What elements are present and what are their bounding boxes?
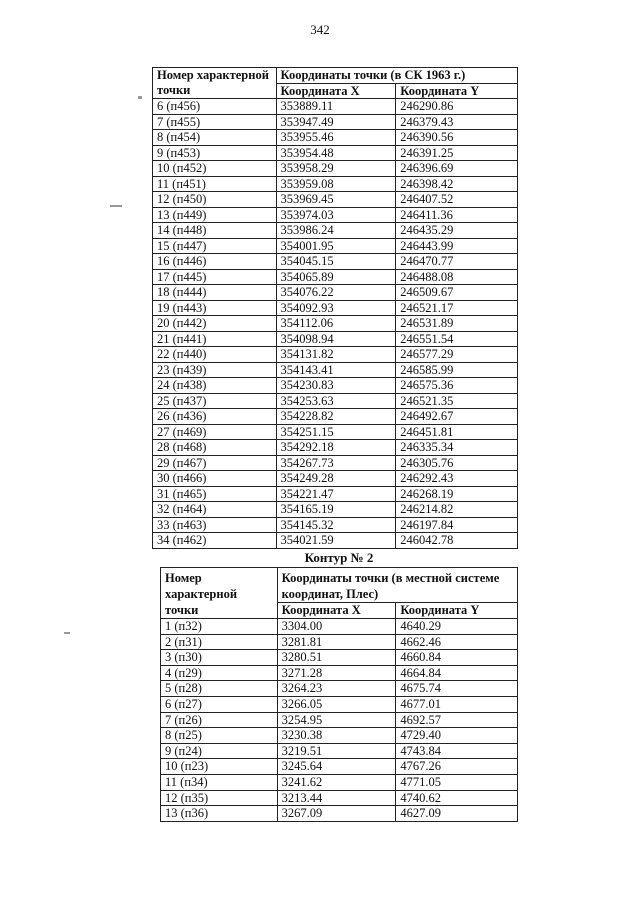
- coordinate-y-cell: 246398.42: [396, 176, 518, 192]
- point-number-cell: 11 (п451): [153, 176, 277, 192]
- contour-2-title: Контур № 2: [304, 550, 374, 565]
- coordinate-y-cell: 246488.08: [396, 269, 518, 285]
- coordinate-y-cell: 246391.25: [396, 145, 518, 161]
- coordinate-y-cell: 246290.86: [396, 99, 518, 115]
- point-number-cell: 13 (п36): [161, 806, 278, 822]
- point-number-cell: 8 (п454): [153, 130, 277, 146]
- table-row: [153, 393, 518, 409]
- point-number-cell: 21 (п441): [153, 331, 277, 347]
- table-row: [153, 176, 518, 192]
- table-row: [153, 223, 518, 239]
- table-row: [161, 634, 518, 650]
- point-number-cell: 7 (п455): [153, 114, 277, 130]
- coordinate-y-cell: 4771.05: [396, 774, 518, 790]
- table-row: [153, 192, 518, 208]
- coordinate-y-cell: 4675.74: [396, 681, 518, 697]
- point-number-cell: 3 (п30): [161, 650, 278, 666]
- coordinate-x-cell: 354143.41: [276, 362, 396, 378]
- table-row: [153, 517, 518, 533]
- coordinate-x-cell: 353974.03: [276, 207, 396, 223]
- coordinate-y-cell: 246268.19: [396, 486, 518, 502]
- table-row: [153, 440, 518, 456]
- coordinate-y-cell: 4740.62: [396, 790, 518, 806]
- coordinate-y-cell: 246470.77: [396, 254, 518, 270]
- table-row: [161, 681, 518, 697]
- scan-speck: [64, 632, 70, 634]
- coordinate-x-cell: 354112.06: [276, 316, 396, 332]
- point-number-cell: 2 (п31): [161, 634, 278, 650]
- table-row: [161, 665, 518, 681]
- point-number-cell: 12 (п450): [153, 192, 277, 208]
- table-row: [153, 130, 518, 146]
- coordinate-x-cell: 354145.32: [276, 517, 396, 533]
- table2-body: [161, 619, 518, 822]
- coordinate-x-cell: 354076.22: [276, 285, 396, 301]
- table-row: [161, 806, 518, 822]
- coordinate-x-cell: 354228.82: [276, 409, 396, 425]
- point-number-cell: 11 (п34): [161, 774, 278, 790]
- coordinate-x-cell: 354065.89: [276, 269, 396, 285]
- coordinate-x-cell: 354267.73: [276, 455, 396, 471]
- table-row: [153, 347, 518, 363]
- table-row: [153, 254, 518, 270]
- coordinate-y-cell: 4743.84: [396, 743, 518, 759]
- coordinate-y-cell: 246575.36: [396, 378, 518, 394]
- point-number-cell: 32 (п464): [153, 502, 277, 518]
- table-row: [153, 285, 518, 301]
- point-number-cell: 6 (п27): [161, 696, 278, 712]
- point-number-cell: 34 (п462): [153, 533, 277, 549]
- coordinate-y-cell: 246214.82: [396, 502, 518, 518]
- scan-speck: [138, 96, 142, 99]
- table-row: [153, 145, 518, 161]
- coordinate-x-cell: 353969.45: [276, 192, 396, 208]
- coordinate-y-cell: 4767.26: [396, 759, 518, 775]
- table-row: [161, 759, 518, 775]
- coordinate-x-cell: 3241.62: [277, 774, 396, 790]
- point-number-cell: 10 (п23): [161, 759, 278, 775]
- coordinate-x-cell: 353958.29: [276, 161, 396, 177]
- coordinate-x-cell: 354249.28: [276, 471, 396, 487]
- coordinate-y-cell: 246411.36: [396, 207, 518, 223]
- coordinate-y-cell: 4677.01: [396, 696, 518, 712]
- coordinate-x-cell: 353986.24: [276, 223, 396, 239]
- coordinate-y-cell: 246531.89: [396, 316, 518, 332]
- coordinates-table-sk1963: [152, 67, 518, 549]
- point-number-cell: 14 (п448): [153, 223, 277, 239]
- coordinate-y-cell: 246577.29: [396, 347, 518, 363]
- coordinate-y-cell: 246509.67: [396, 285, 518, 301]
- point-number-cell: 12 (п35): [161, 790, 278, 806]
- point-number-cell: 23 (п439): [153, 362, 277, 378]
- table-row: [153, 316, 518, 332]
- scan-speck: [110, 205, 122, 207]
- coordinate-y-cell: 246443.99: [396, 238, 518, 254]
- table-row: [153, 269, 518, 285]
- point-number-cell: 6 (п456): [153, 99, 277, 115]
- table-row: [153, 486, 518, 502]
- table-row: [153, 455, 518, 471]
- coordinate-y-cell: 246451.81: [396, 424, 518, 440]
- table-row: [153, 533, 518, 549]
- coordinate-y-cell: 4627.09: [396, 806, 518, 822]
- table-row: [153, 161, 518, 177]
- point-number-cell: 30 (п466): [153, 471, 277, 487]
- coordinate-y-cell: 246335.34: [396, 440, 518, 456]
- coordinate-x-cell: 353947.49: [276, 114, 396, 130]
- point-number-cell: 10 (п452): [153, 161, 277, 177]
- coordinate-x-cell: 353955.46: [276, 130, 396, 146]
- coordinate-x-cell: 354045.15: [276, 254, 396, 270]
- header-point-number: Номер характерной точки: [153, 68, 277, 99]
- point-number-cell: 25 (п437): [153, 393, 277, 409]
- coordinate-y-cell: 4729.40: [396, 728, 518, 744]
- coordinate-x-cell: 3266.05: [277, 696, 396, 712]
- point-number-cell: 31 (п465): [153, 486, 277, 502]
- coordinate-x-cell: 3280.51: [277, 650, 396, 666]
- point-number-cell: 9 (п24): [161, 743, 278, 759]
- point-number-cell: 24 (п438): [153, 378, 277, 394]
- table-row: [161, 619, 518, 635]
- coordinate-y-cell: 4660.84: [396, 650, 518, 666]
- header-coordinate-x: Координата X: [277, 603, 396, 619]
- table-row: [153, 502, 518, 518]
- coordinate-y-cell: 4662.46: [396, 634, 518, 650]
- table-row: [153, 424, 518, 440]
- coordinate-y-cell: 246197.84: [396, 517, 518, 533]
- coordinate-x-cell: 3304.00: [277, 619, 396, 635]
- coordinate-y-cell: 246521.17: [396, 300, 518, 316]
- coordinate-x-cell: 354001.95: [276, 238, 396, 254]
- table-row: [153, 331, 518, 347]
- coordinate-x-cell: 354292.18: [276, 440, 396, 456]
- coordinate-x-cell: 3264.23: [277, 681, 396, 697]
- coordinate-x-cell: 354221.47: [276, 486, 396, 502]
- coordinate-y-cell: 246396.69: [396, 161, 518, 177]
- coordinate-y-cell: 246492.67: [396, 409, 518, 425]
- table-row: [161, 650, 518, 666]
- table-row: [161, 790, 518, 806]
- header-point-number: Номер характерной точки: [161, 568, 278, 619]
- coordinate-y-cell: 4664.84: [396, 665, 518, 681]
- coordinate-x-cell: 3213.44: [277, 790, 396, 806]
- coordinate-x-cell: 354092.93: [276, 300, 396, 316]
- table-row: [153, 114, 518, 130]
- point-number-cell: 29 (п467): [153, 455, 277, 471]
- coordinate-y-cell: 246390.56: [396, 130, 518, 146]
- table-row: [161, 728, 518, 744]
- table-row: [153, 238, 518, 254]
- header-coordinates-group: Координаты точки (в СК 1963 г.): [276, 68, 517, 84]
- header-coordinates-group: Координаты точки (в местной системе координат, Плес): [277, 568, 517, 603]
- point-number-cell: 16 (п446): [153, 254, 277, 270]
- coordinate-x-cell: 3254.95: [277, 712, 396, 728]
- coordinate-x-cell: 3271.28: [277, 665, 396, 681]
- coordinate-y-cell: 246407.52: [396, 192, 518, 208]
- point-number-cell: 33 (п463): [153, 517, 277, 533]
- coordinate-x-cell: 354165.19: [276, 502, 396, 518]
- table-row: [153, 207, 518, 223]
- coordinate-y-cell: 246551.54: [396, 331, 518, 347]
- point-number-cell: 4 (п29): [161, 665, 278, 681]
- point-number-cell: 5 (п28): [161, 681, 278, 697]
- coordinates-table-ples: [160, 567, 518, 822]
- coordinate-y-cell: 4640.29: [396, 619, 518, 635]
- header-coordinate-y: Координата Y: [396, 83, 518, 99]
- coordinate-x-cell: 3267.09: [277, 806, 396, 822]
- coordinate-x-cell: 3281.81: [277, 634, 396, 650]
- table-row: [161, 774, 518, 790]
- table-row: [153, 99, 518, 115]
- point-number-cell: 15 (п447): [153, 238, 277, 254]
- table-row: [153, 471, 518, 487]
- point-number-cell: 7 (п26): [161, 712, 278, 728]
- coordinate-y-cell: 246585.99: [396, 362, 518, 378]
- point-number-cell: 1 (п32): [161, 619, 278, 635]
- coordinate-y-cell: 246379.43: [396, 114, 518, 130]
- point-number-cell: 20 (п442): [153, 316, 277, 332]
- coordinate-x-cell: 354021.59: [276, 533, 396, 549]
- coordinate-y-cell: 246435.29: [396, 223, 518, 239]
- page-number: 342: [310, 22, 330, 37]
- coordinate-x-cell: 354251.15: [276, 424, 396, 440]
- coordinate-x-cell: 3230.38: [277, 728, 396, 744]
- coordinate-y-cell: 246042.78: [396, 533, 518, 549]
- coordinate-x-cell: 354230.83: [276, 378, 396, 394]
- point-number-cell: 17 (п445): [153, 269, 277, 285]
- coordinate-y-cell: 246521.35: [396, 393, 518, 409]
- point-number-cell: 9 (п453): [153, 145, 277, 161]
- point-number-cell: 22 (п440): [153, 347, 277, 363]
- table-row: [161, 743, 518, 759]
- coordinate-x-cell: 3219.51: [277, 743, 396, 759]
- point-number-cell: 27 (п469): [153, 424, 277, 440]
- point-number-cell: 19 (п443): [153, 300, 277, 316]
- coordinate-y-cell: 246292.43: [396, 471, 518, 487]
- coordinate-x-cell: 354131.82: [276, 347, 396, 363]
- point-number-cell: 18 (п444): [153, 285, 277, 301]
- table-row: [153, 362, 518, 378]
- point-number-cell: 8 (п25): [161, 728, 278, 744]
- coordinate-y-cell: 4692.57: [396, 712, 518, 728]
- coordinate-x-cell: 354253.63: [276, 393, 396, 409]
- coordinate-x-cell: 353954.48: [276, 145, 396, 161]
- coordinate-x-cell: 353959.08: [276, 176, 396, 192]
- coordinate-x-cell: 3245.64: [277, 759, 396, 775]
- table-row: [161, 712, 518, 728]
- table1-body: [153, 99, 518, 549]
- coordinate-x-cell: 354098.94: [276, 331, 396, 347]
- point-number-cell: 13 (п449): [153, 207, 277, 223]
- header-coordinate-x: Координата X: [276, 83, 396, 99]
- point-number-cell: 26 (п436): [153, 409, 277, 425]
- table-row: [153, 409, 518, 425]
- table-row: [161, 696, 518, 712]
- point-number-cell: 28 (п468): [153, 440, 277, 456]
- coordinate-x-cell: 353889.11: [276, 99, 396, 115]
- header-coordinate-y: Координата Y: [396, 603, 518, 619]
- coordinate-y-cell: 246305.76: [396, 455, 518, 471]
- table-row: [153, 300, 518, 316]
- table-row: [153, 378, 518, 394]
